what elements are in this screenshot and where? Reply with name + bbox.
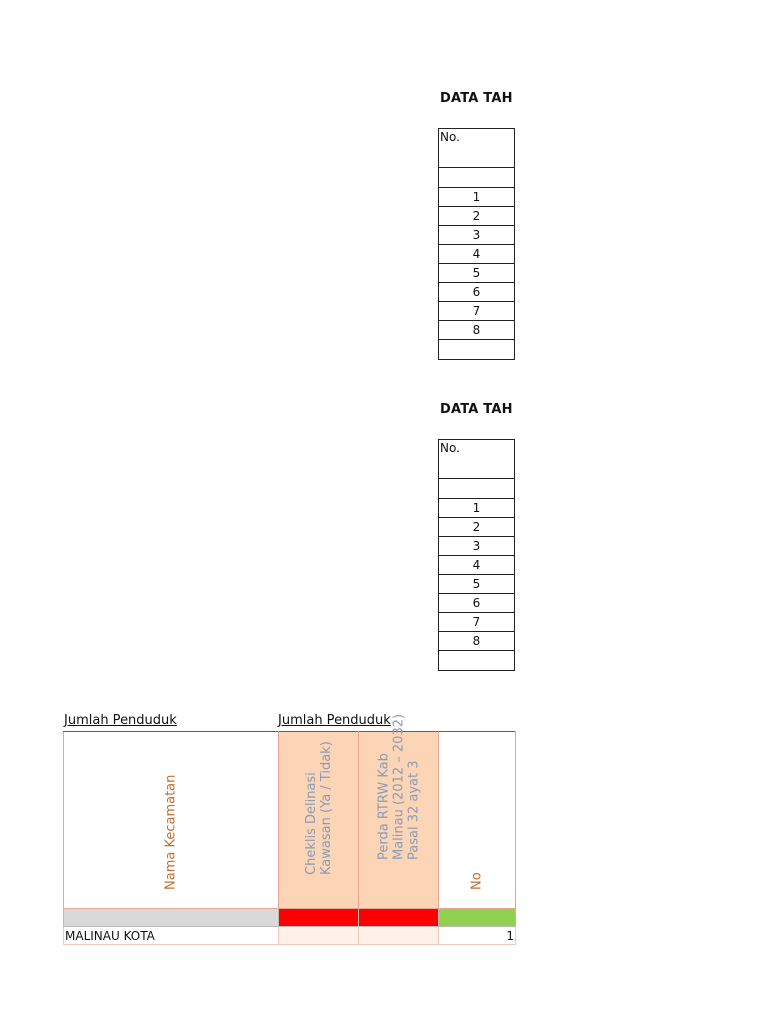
cell-no: 1 bbox=[439, 927, 516, 945]
header-nama-text: Nama Kecamatan bbox=[163, 774, 179, 890]
no-cell: 2 bbox=[439, 518, 515, 537]
header-perda-line3: Pasal 32 ayat 3 bbox=[406, 760, 421, 860]
no-cell: 3 bbox=[439, 537, 515, 556]
section-title-1: DATA TAH bbox=[440, 91, 513, 106]
header-cheklis-line2: Kawasan (Ya / Tidak) bbox=[318, 741, 334, 875]
header-perda-line2: Malinau (2012 – 2032) bbox=[391, 713, 406, 860]
color-bar-grey bbox=[64, 909, 279, 927]
header-cheklis bbox=[279, 732, 359, 909]
color-bar-red bbox=[359, 909, 439, 927]
blank-row bbox=[439, 651, 515, 671]
blank-row bbox=[439, 340, 515, 360]
caption-right: Jumlah Penduduk bbox=[278, 713, 391, 728]
no-cell: 3 bbox=[439, 226, 515, 245]
no-table-2 bbox=[438, 439, 515, 671]
no-cell: 6 bbox=[439, 594, 515, 613]
no-header: No. bbox=[439, 129, 515, 168]
no-cell: 8 bbox=[439, 632, 515, 651]
color-bar-green bbox=[439, 909, 516, 927]
no-cell: 4 bbox=[439, 245, 515, 264]
no-cell: 2 bbox=[439, 207, 515, 226]
header-perda bbox=[359, 713, 439, 909]
section-title-2: DATA TAH bbox=[440, 402, 513, 417]
no-cell: 5 bbox=[439, 264, 515, 283]
header-cheklis-line1: Cheklis Delinasi bbox=[303, 772, 319, 875]
no-cell: 4 bbox=[439, 556, 515, 575]
no-table-1 bbox=[438, 128, 515, 360]
caption-left: Jumlah Penduduk bbox=[64, 713, 177, 728]
no-cell: 5 bbox=[439, 575, 515, 594]
blank-row bbox=[439, 479, 515, 499]
cell-cheklis bbox=[279, 927, 359, 945]
header-no-text: No bbox=[469, 872, 485, 890]
no-cell: 1 bbox=[439, 188, 515, 207]
no-header: No. bbox=[439, 440, 515, 479]
no-cell: 7 bbox=[439, 302, 515, 321]
cell-perda bbox=[359, 927, 439, 945]
color-bar-red bbox=[279, 909, 359, 927]
header-perda-line1: Perda RTRW Kab bbox=[376, 753, 391, 860]
cell-kecamatan: MALINAU KOTA bbox=[64, 927, 279, 945]
blank-row bbox=[439, 168, 515, 188]
no-cell: 7 bbox=[439, 613, 515, 632]
no-cell: 6 bbox=[439, 283, 515, 302]
no-cell: 1 bbox=[439, 499, 515, 518]
header-no bbox=[439, 732, 516, 909]
header-nama-kecamatan bbox=[64, 732, 279, 909]
no-cell: 8 bbox=[439, 321, 515, 340]
